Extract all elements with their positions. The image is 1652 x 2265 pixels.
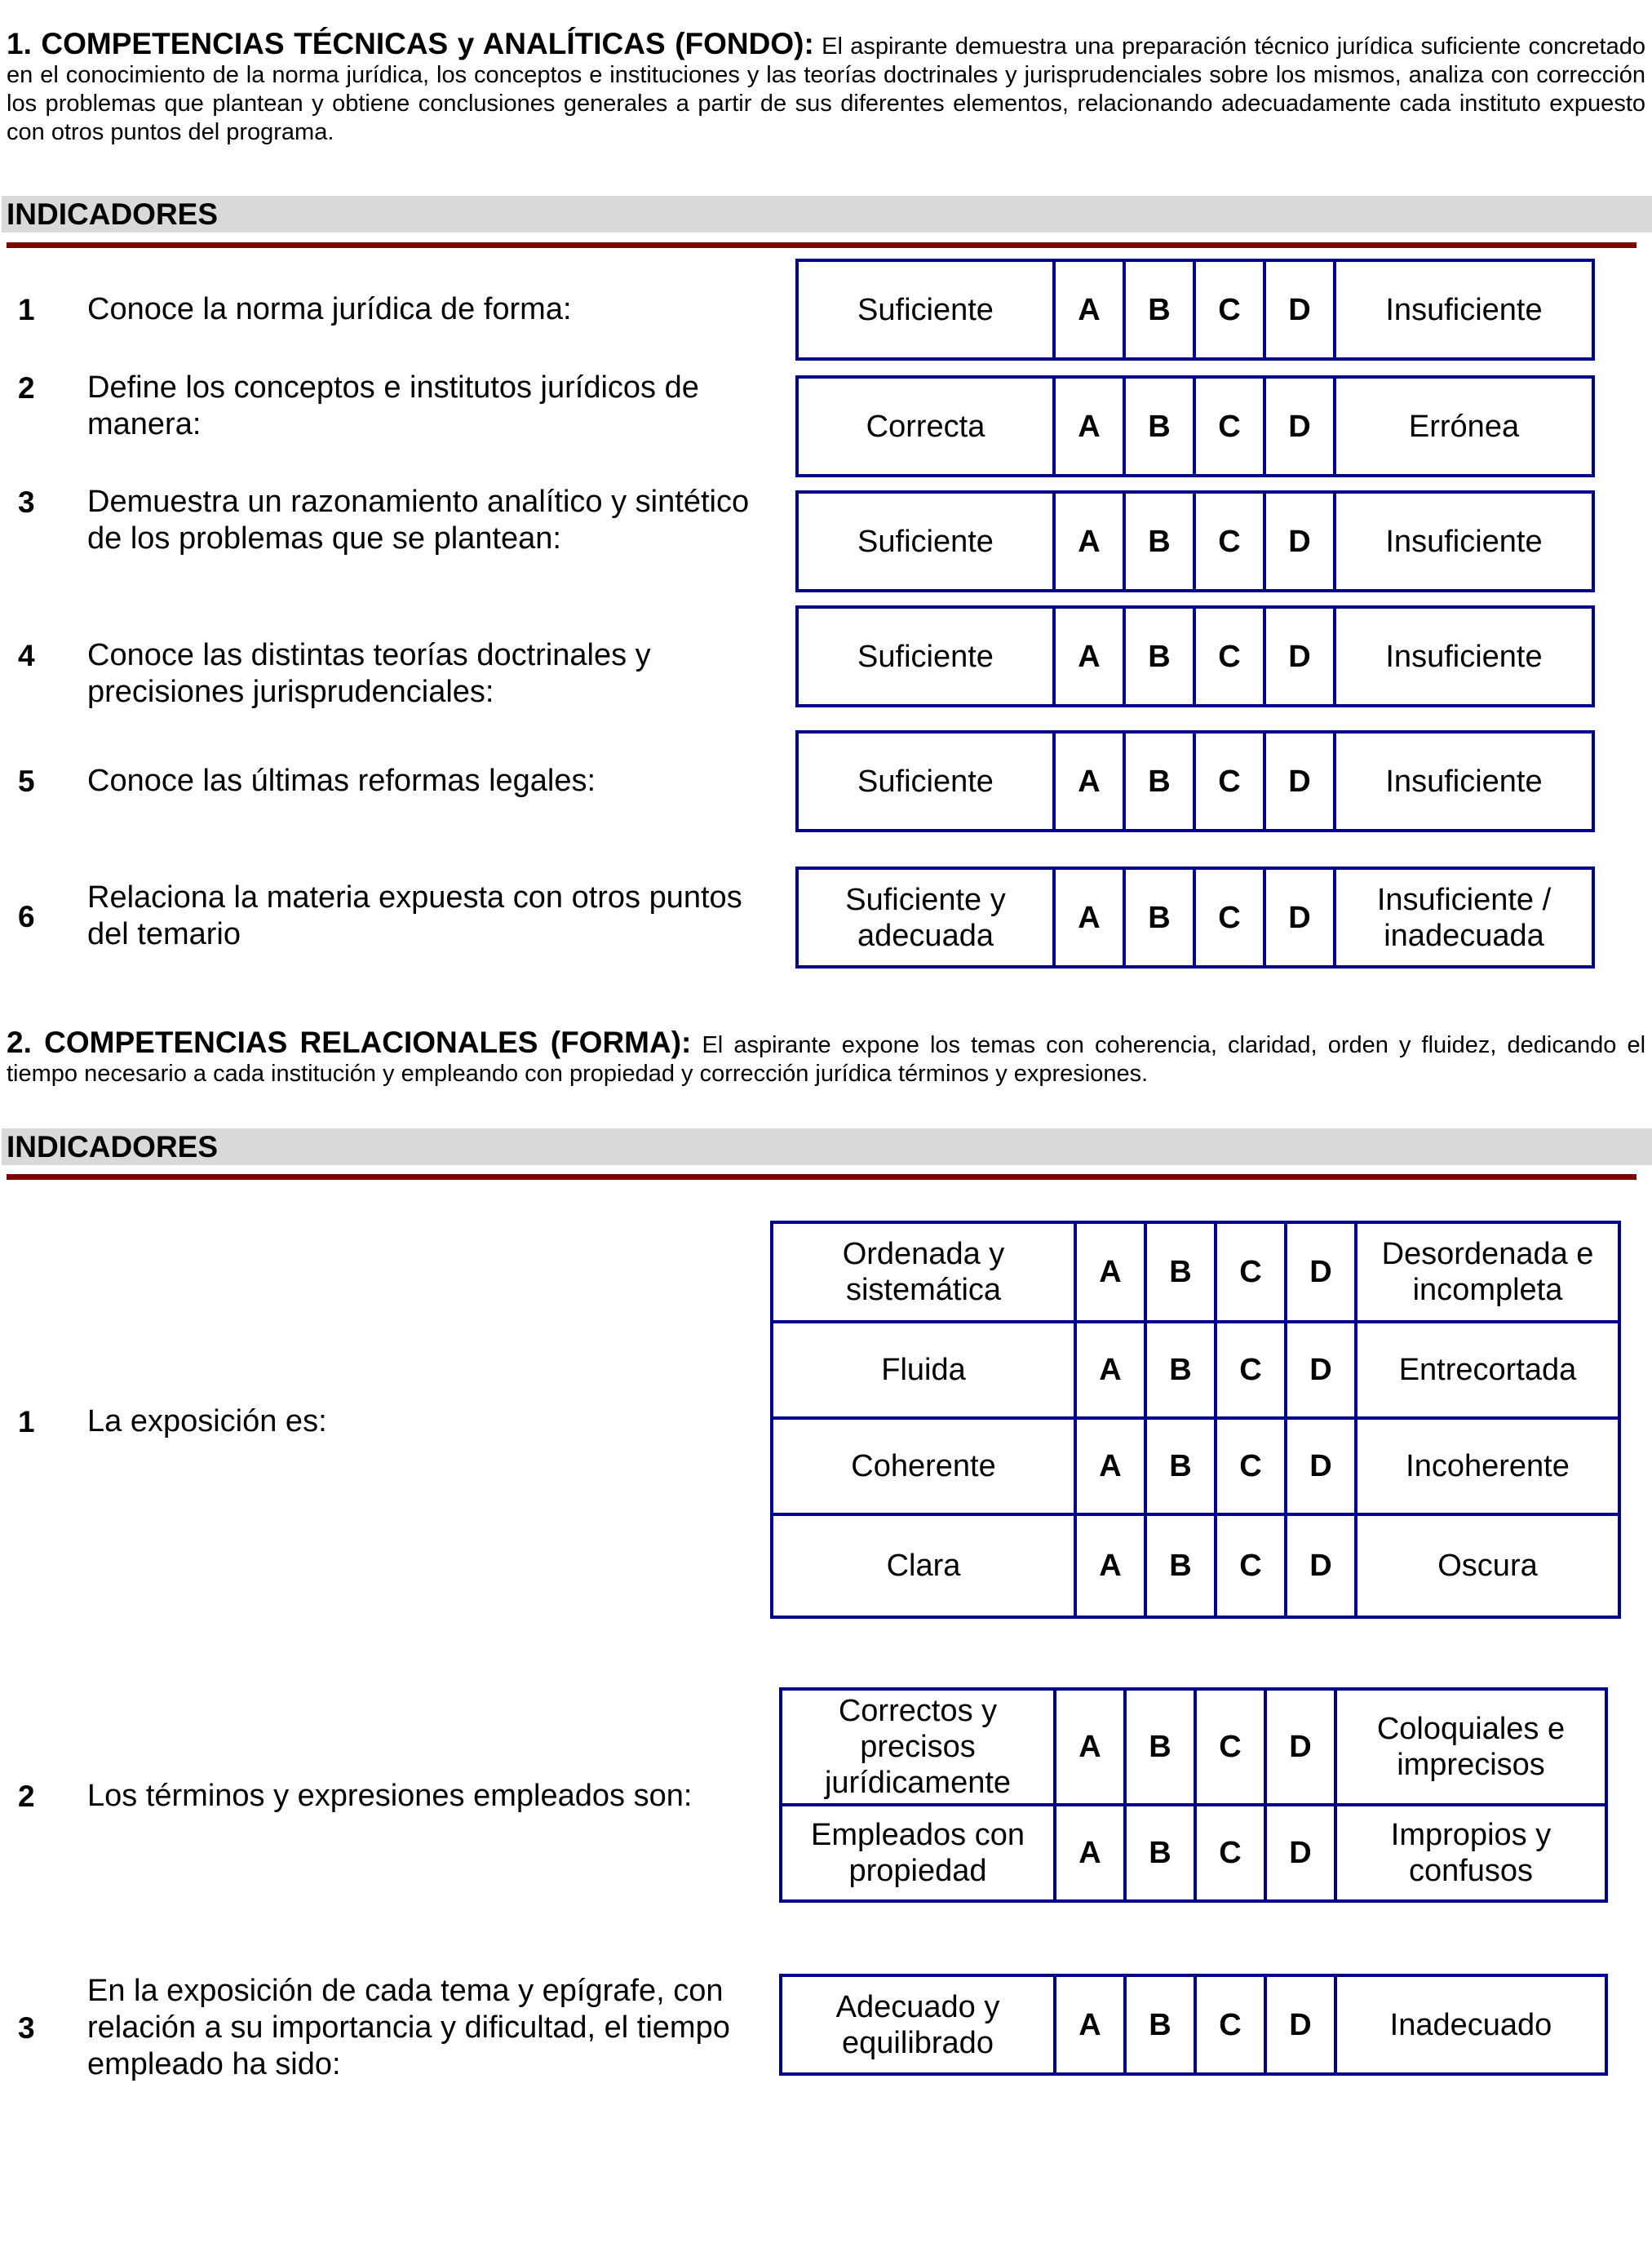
grade-a-option[interactable]: A xyxy=(1056,494,1126,589)
grade-c-option[interactable]: C xyxy=(1196,262,1266,357)
grade-c-option[interactable]: C xyxy=(1196,870,1266,965)
grade-c-option[interactable]: C xyxy=(1217,1516,1287,1616)
grade-a-option[interactable]: A xyxy=(1056,870,1126,965)
scale-right-label: Insuficiente xyxy=(1385,292,1543,327)
s1-item-1-scale xyxy=(795,259,1595,361)
grade-d-option[interactable]: D xyxy=(1267,1691,1337,1803)
grade-a-option[interactable]: A xyxy=(1077,1420,1147,1513)
s1-item-2-question: Define los conceptos e institutos jurídicos de manera: xyxy=(87,370,699,441)
scale-right-label: Desordenada e incompleta xyxy=(1381,1237,1594,1307)
scale-left-label: Clara xyxy=(773,1516,1077,1616)
grade-b-option[interactable]: B xyxy=(1127,1806,1197,1899)
section1-text: El aspirante demuestra una preparación técnico jurídica suficiente concretado en el conocimiento de la norma jurídica, los conceptos e instituciones y las teorías doctrinales y jurisprudenciales sobre los mismos, analiza con corrección los problemas que plantean y obtiene conclusiones generales a partir de sus diferentes elementos, relacionando adecuadamente cada instituto expuesto con otros puntos del programa. xyxy=(7,33,1645,145)
s2-item-2-question: Los términos y expresiones empleados son: xyxy=(87,1779,693,1813)
scale-left-label: Correctos y precisos jurídicamente xyxy=(782,1691,1056,1803)
scale-right-label: Insuficiente / inadecuada xyxy=(1376,882,1552,953)
section2-divider xyxy=(7,1174,1636,1180)
section2-text: El aspirante expone los temas con coherencia, claridad, orden y fluidez, dedicando el tiempo necesario a cada institución y empleando con propiedad y corrección jurídica términos y expresiones. xyxy=(7,1032,1646,1087)
grade-b-option[interactable]: B xyxy=(1147,1224,1217,1320)
grade-d-option[interactable]: D xyxy=(1266,870,1336,965)
scale-left-label: Adecuado y equilibrado xyxy=(782,1977,1056,2072)
s2-item-3-scale xyxy=(779,1974,1608,2076)
section1-indicadores-band: INDICADORES xyxy=(2,196,1652,233)
grade-a-option[interactable]: A xyxy=(1056,609,1126,704)
grade-b-option[interactable]: B xyxy=(1127,1691,1197,1803)
s1-item-3-question: Demuestra un razonamiento analítico y sintético de los problemas que se plantean: xyxy=(87,485,750,556)
grade-a-option[interactable]: A xyxy=(1056,262,1126,357)
grade-a-option[interactable]: A xyxy=(1077,1224,1147,1320)
s1-item-4-scale xyxy=(795,605,1595,707)
scale-right-label: Incoherente xyxy=(1406,1449,1570,1483)
s1-item-1-question: Conoce la norma jurídica de forma: xyxy=(87,292,572,326)
s1-item-2-number: 2 xyxy=(18,371,35,405)
grade-c-option[interactable]: C xyxy=(1197,1806,1267,1899)
grade-b-option[interactable]: B xyxy=(1147,1323,1217,1416)
s1-item-5-question: Conoce las últimas reformas legales: xyxy=(87,764,596,798)
grade-d-option[interactable]: D xyxy=(1266,609,1336,704)
grade-b-option[interactable]: B xyxy=(1126,870,1196,965)
scale-left-label: Ordenada y sistemática xyxy=(773,1224,1077,1320)
grade-d-option[interactable]: D xyxy=(1287,1323,1357,1416)
s2-item-3-number: 3 xyxy=(18,2011,35,2045)
scale-left-label: Suficiente xyxy=(799,262,1056,357)
s2-item-2-row-1 xyxy=(779,1687,1608,1806)
s2-item-1-question: La exposición es: xyxy=(87,1404,327,1438)
scale-left-label: Suficiente y adecuada xyxy=(799,870,1056,965)
scale-right-label: Entrecortada xyxy=(1398,1353,1577,1387)
grade-b-option[interactable]: B xyxy=(1126,494,1196,589)
grade-c-option[interactable]: C xyxy=(1217,1420,1287,1513)
grade-d-option[interactable]: D xyxy=(1267,1806,1337,1899)
s1-item-5-number: 5 xyxy=(18,765,35,798)
s2-item-2-number: 2 xyxy=(18,1780,35,1813)
scale-right-label: Impropios y confusos xyxy=(1390,1818,1552,1888)
grade-d-option[interactable]: D xyxy=(1287,1420,1357,1513)
s2-item-2-row-2 xyxy=(779,1806,1608,1903)
s1-item-5-scale xyxy=(795,730,1595,832)
section2-heading: 2. COMPETENCIAS RELACIONALES (FORMA): xyxy=(7,1026,692,1059)
grade-a-option[interactable]: A xyxy=(1056,1691,1127,1803)
grade-a-option[interactable]: A xyxy=(1077,1323,1147,1416)
grade-a-option[interactable]: A xyxy=(1056,1806,1127,1899)
scale-right-label: Insuficiente xyxy=(1385,764,1543,799)
grade-d-option[interactable]: D xyxy=(1267,1977,1337,2072)
scale-right-label: Errónea xyxy=(1408,409,1520,444)
grade-c-option[interactable]: C xyxy=(1197,1977,1267,2072)
grade-d-option[interactable]: D xyxy=(1266,734,1336,829)
grade-c-option[interactable]: C xyxy=(1197,1691,1267,1803)
grade-d-option[interactable]: D xyxy=(1266,379,1336,474)
s1-item-6-number: 6 xyxy=(18,900,35,933)
grade-c-option[interactable]: C xyxy=(1196,494,1266,589)
s2-item-3-question: En la exposición de cada tema y epígrafe, con relación a su importancia y dificultad, el tiempo empleado ha sido: xyxy=(87,1974,730,2081)
scale-right-label: Insuficiente xyxy=(1385,639,1543,674)
grade-b-option[interactable]: B xyxy=(1126,734,1196,829)
grade-b-option[interactable]: B xyxy=(1127,1977,1197,2072)
section1-divider xyxy=(7,242,1636,248)
s1-item-3-scale xyxy=(795,490,1595,592)
grade-a-option[interactable]: A xyxy=(1056,379,1126,474)
scale-right-label: Coloquiales e imprecisos xyxy=(1376,1712,1566,1782)
s1-item-6-question: Relaciona la materia expuesta con otros puntos del temario xyxy=(87,880,742,951)
s2-item-1-row-4 xyxy=(770,1516,1621,1619)
scale-left-label: Empleados con propiedad xyxy=(782,1806,1056,1899)
grade-c-option[interactable]: C xyxy=(1196,609,1266,704)
grade-d-option[interactable]: D xyxy=(1266,262,1336,357)
grade-a-option[interactable]: A xyxy=(1056,734,1126,829)
grade-c-option[interactable]: C xyxy=(1196,379,1266,474)
s2-item-1-scales xyxy=(770,1221,1621,1619)
scale-left-label: Suficiente xyxy=(799,734,1056,829)
s1-item-6-scale xyxy=(795,867,1595,968)
grade-d-option[interactable]: D xyxy=(1287,1516,1357,1616)
s1-item-4-question: Conoce las distintas teorías doctrinales y precisiones jurisprudenciales: xyxy=(87,638,651,709)
s2-item-2-scales xyxy=(779,1687,1608,1903)
grade-c-option[interactable]: C xyxy=(1196,734,1266,829)
scale-right-label: Inadecuado xyxy=(1389,2007,1552,2042)
s2-item-1-row-1 xyxy=(770,1221,1621,1323)
scale-left-label: Suficiente xyxy=(799,494,1056,589)
s1-item-4-number: 4 xyxy=(18,639,35,672)
s2-item-1-row-2 xyxy=(770,1323,1621,1420)
scale-left-label: Correcta xyxy=(799,379,1056,474)
section2-indicadores-band: INDICADORES xyxy=(2,1128,1652,1165)
scale-left-label: Coherente xyxy=(773,1420,1077,1513)
s1-item-1-number: 1 xyxy=(18,293,35,326)
scale-left-label: Fluida xyxy=(773,1323,1077,1416)
grade-b-option[interactable]: B xyxy=(1126,609,1196,704)
grade-c-option[interactable]: C xyxy=(1217,1323,1287,1416)
grade-c-option[interactable]: C xyxy=(1217,1224,1287,1320)
grade-d-option[interactable]: D xyxy=(1266,494,1336,589)
grade-a-option[interactable]: A xyxy=(1077,1516,1147,1616)
section2-intro xyxy=(7,1028,1645,1088)
s1-item-3-number: 3 xyxy=(18,485,35,519)
grade-b-option[interactable]: B xyxy=(1147,1420,1217,1513)
s2-item-1-number: 1 xyxy=(18,1405,35,1438)
grade-b-option[interactable]: B xyxy=(1126,262,1196,357)
grade-b-option[interactable]: B xyxy=(1147,1516,1217,1616)
scale-right-label: Insuficiente xyxy=(1385,524,1543,559)
s2-item-1-row-3 xyxy=(770,1420,1621,1516)
grade-a-option[interactable]: A xyxy=(1056,1977,1127,2072)
section1-heading: 1. COMPETENCIAS TÉCNICAS y ANALÍTICAS (FONDO): xyxy=(7,27,814,60)
scale-left-label: Suficiente xyxy=(799,609,1056,704)
grade-b-option[interactable]: B xyxy=(1126,379,1196,474)
grade-d-option[interactable]: D xyxy=(1287,1224,1357,1320)
s1-item-2-scale xyxy=(795,375,1595,477)
section1-intro xyxy=(7,29,1645,147)
scale-right-label: Oscura xyxy=(1437,1549,1538,1583)
